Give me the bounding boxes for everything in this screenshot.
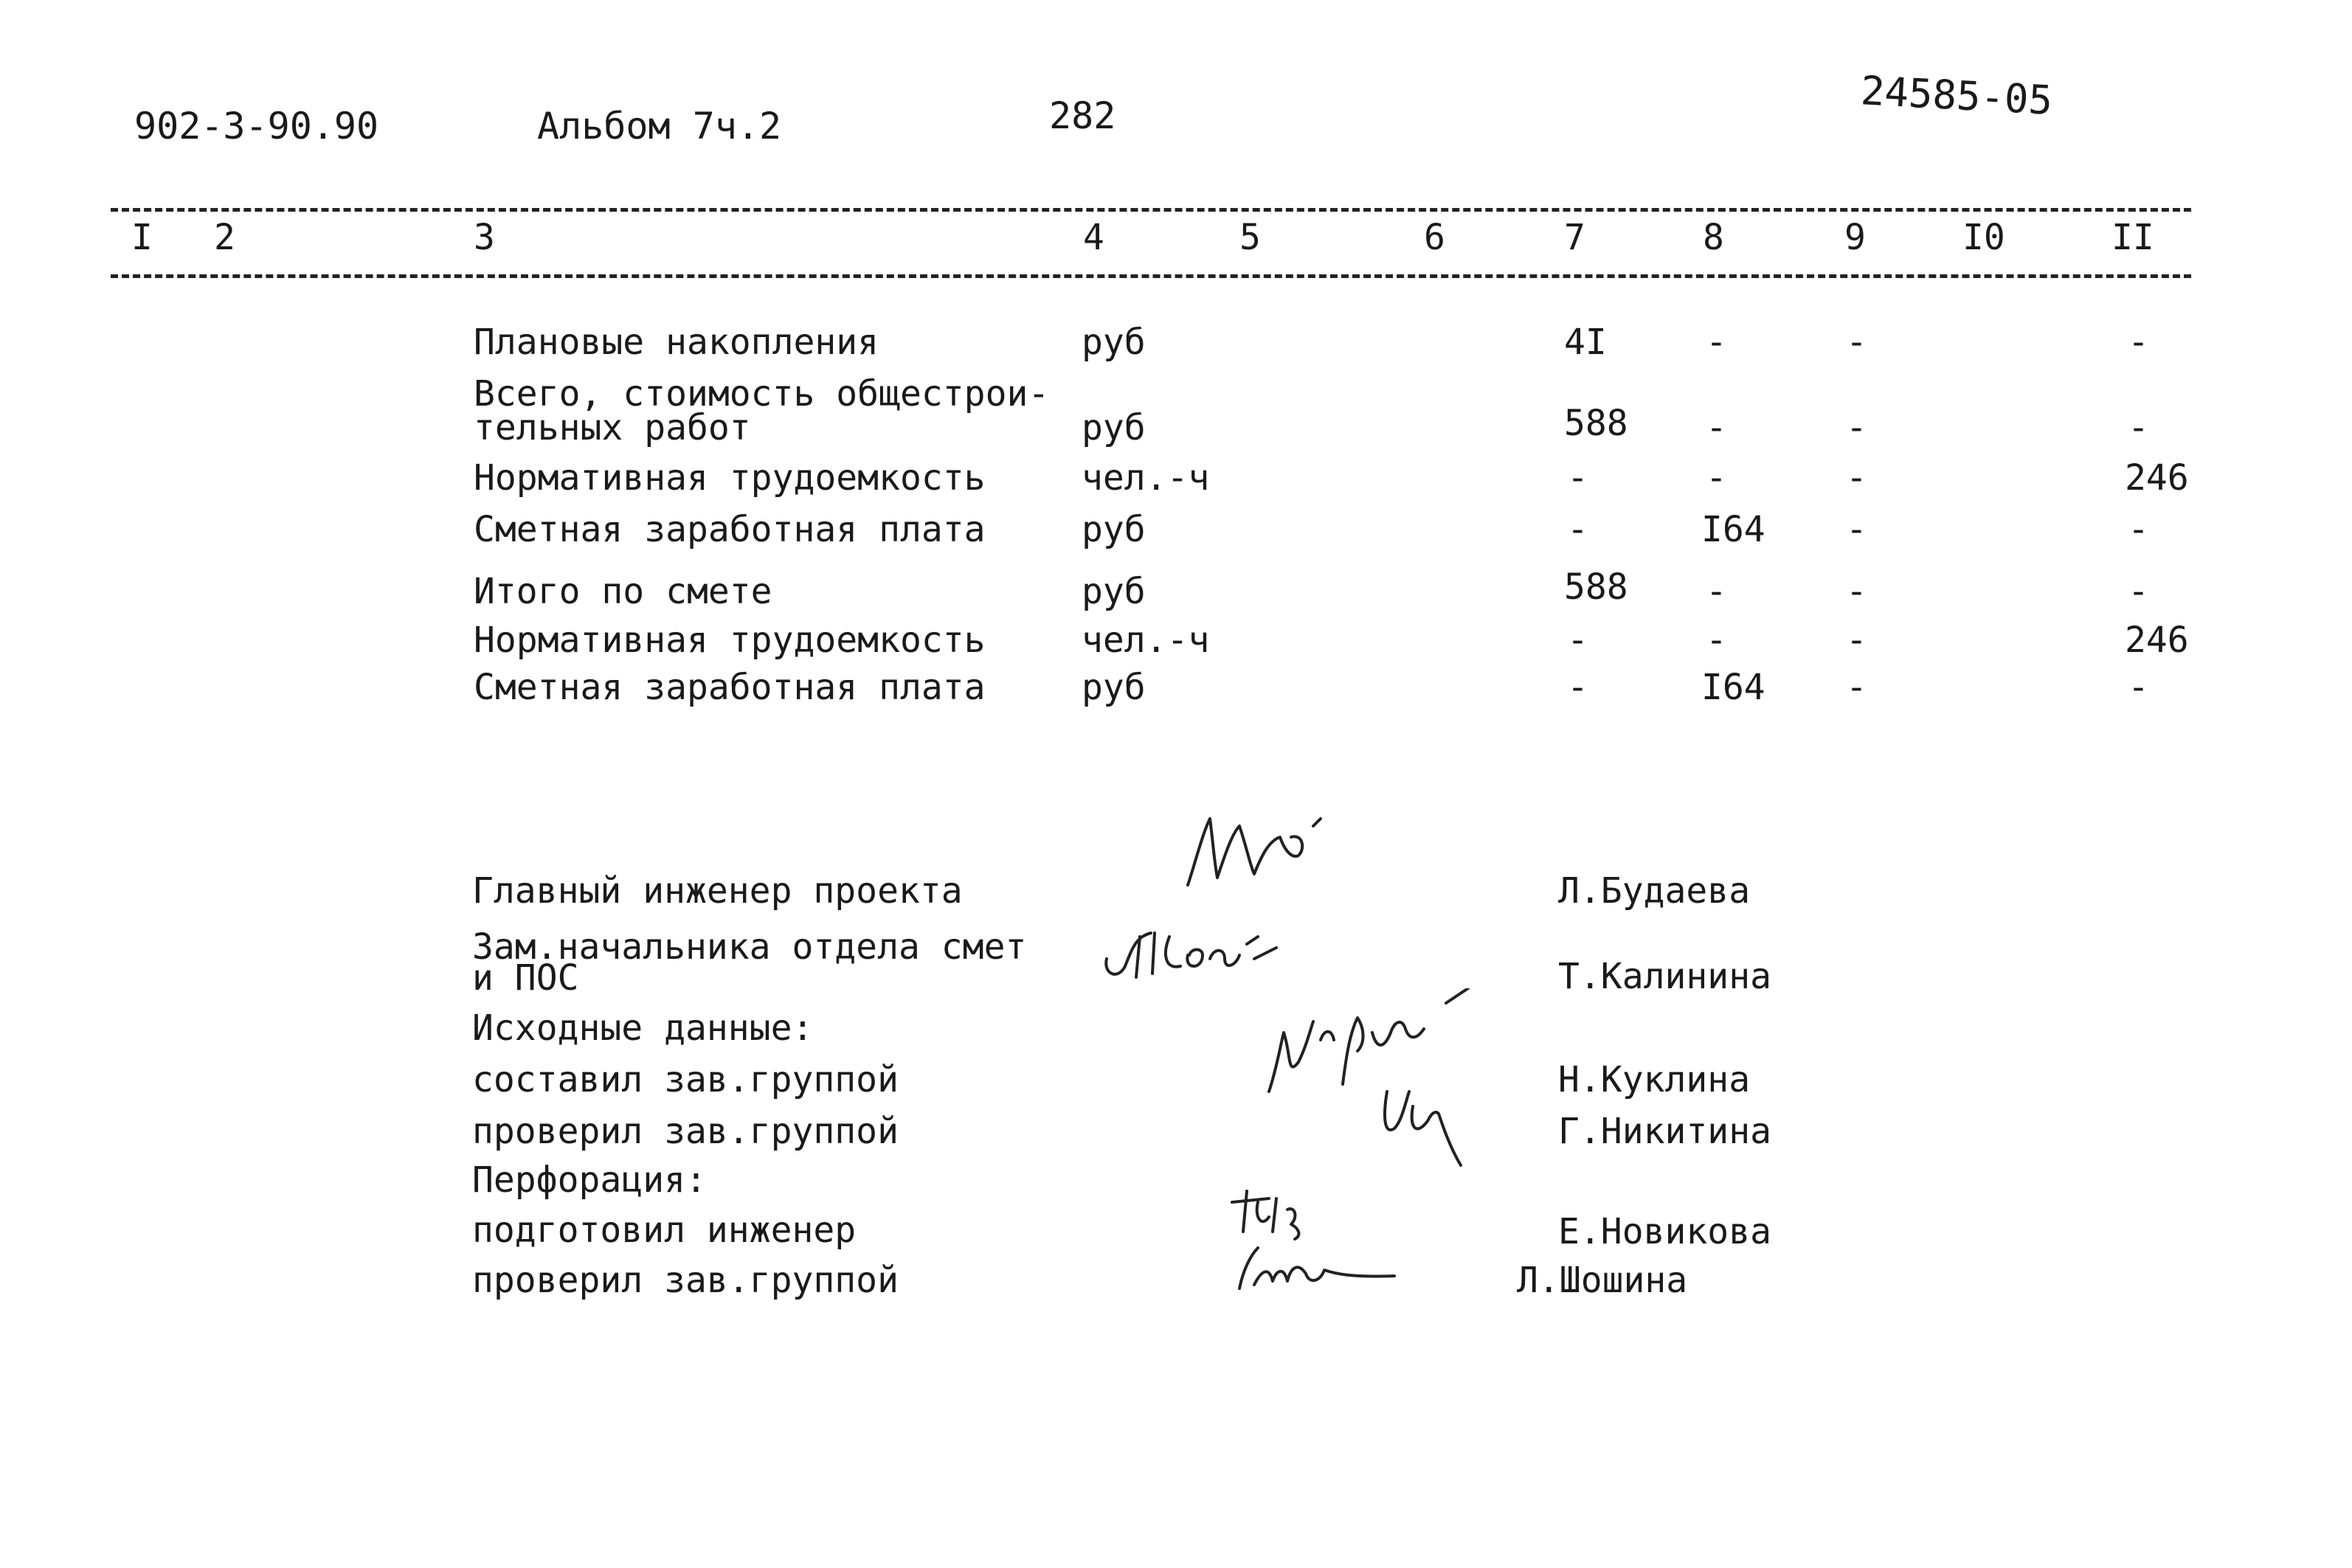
row-unit: чел.-ч: [1082, 457, 1210, 499]
checked-by-name: Г.Никитина: [1558, 1111, 1771, 1152]
row-col9: -: [1846, 407, 1867, 448]
deputy-title-line1: Зам.начальника отдела смет: [472, 926, 1027, 968]
column-header-9: 9: [1844, 217, 1866, 258]
page-number: 282: [1049, 94, 1116, 137]
row-col11: -: [2128, 509, 2149, 550]
chief-engineer-name: Л.Будаева: [1558, 870, 1751, 912]
signature-chief-engineer: [1180, 804, 1350, 892]
source-data-heading: Исходные данные:: [472, 1007, 814, 1049]
row-col11: -: [2128, 407, 2149, 448]
row-col9: -: [1846, 571, 1867, 612]
row-unit: руб: [1082, 571, 1146, 612]
row-unit: руб: [1082, 407, 1146, 448]
checked-by-name-2: Л.Шошина: [1517, 1260, 1688, 1301]
row-col7: -: [1567, 457, 1588, 499]
row-col9: -: [1846, 509, 1867, 550]
row-col8: -: [1706, 457, 1727, 499]
chief-engineer-title: Главный инженер проекта: [472, 870, 963, 912]
deputy-name: Т.Калинина: [1558, 956, 1771, 997]
signature-deputy: [1099, 915, 1291, 996]
row-col7: 4I: [1564, 322, 1607, 363]
row-col11: 246: [2125, 620, 2189, 661]
column-header-4: 4: [1083, 217, 1104, 258]
row-col7: -: [1567, 667, 1588, 708]
column-header-8: 8: [1703, 217, 1724, 258]
prepared-by-name: Е.Новикова: [1558, 1211, 1771, 1252]
row-col7: 588: [1564, 566, 1628, 608]
row-col7: -: [1567, 509, 1588, 550]
column-header-7: 7: [1564, 217, 1585, 258]
column-header-1: I: [131, 217, 153, 258]
signature-checked: [1372, 1077, 1476, 1173]
row-col9: -: [1846, 322, 1867, 363]
row-col7: -: [1567, 620, 1588, 661]
column-header-2: 2: [214, 217, 235, 258]
header-rule-top: [111, 208, 2191, 212]
checked-by-title: проверил зав.группой: [472, 1111, 899, 1152]
row-label: Сметная заработная плата: [474, 509, 986, 550]
column-header-11: II: [2111, 217, 2154, 258]
column-header-6: 6: [1424, 217, 1445, 258]
row-col8: -: [1706, 571, 1727, 612]
deputy-title-line2: и ПОС: [472, 957, 579, 999]
signature-prepared: [1225, 1187, 1357, 1246]
row-col7: 588: [1564, 403, 1628, 444]
column-header-5: 5: [1239, 217, 1261, 258]
row-label: Итого по смете: [474, 571, 772, 612]
header-rule-bottom: [111, 274, 2191, 278]
row-col9: -: [1846, 457, 1867, 499]
row-col11: -: [2128, 322, 2149, 363]
row-col8: I64: [1701, 667, 1765, 708]
row-col9: -: [1846, 620, 1867, 661]
column-header-3: 3: [474, 217, 495, 258]
inventory-number: 24585-05: [1859, 67, 2054, 124]
row-label: Нормативная трудоемкость: [474, 620, 986, 661]
row-unit: руб: [1082, 322, 1146, 363]
signature-checked-2: [1225, 1241, 1409, 1300]
row-col11: 246: [2125, 457, 2189, 499]
row-col9: -: [1846, 667, 1867, 708]
row-col11: -: [2128, 667, 2149, 708]
row-unit: руб: [1082, 667, 1146, 708]
prepared-by-title: подготовил инженер: [472, 1210, 857, 1251]
row-col8: -: [1706, 620, 1727, 661]
row-label-continuation: тельных работ: [474, 407, 751, 448]
row-col11: -: [2128, 571, 2149, 612]
row-unit: руб: [1082, 509, 1146, 550]
compiled-by-title: составил зав.группой: [472, 1059, 899, 1100]
row-label: Плановые накопления: [474, 322, 879, 363]
document-code: 902-3-90.90: [134, 105, 379, 148]
album-label: Альбом 7ч.2: [537, 105, 782, 148]
row-unit: чел.-ч: [1082, 620, 1210, 661]
row-label: Сметная заработная плата: [474, 667, 986, 708]
row-col8: I64: [1701, 509, 1765, 550]
row-label: Всего, стоимость общестрои-: [474, 373, 1050, 414]
compiled-by-name: Н.Куклина: [1558, 1059, 1751, 1100]
perforation-heading: Перфорация:: [472, 1159, 707, 1201]
row-label: Нормативная трудоемкость: [474, 457, 986, 499]
checked-by-title-2: проверил зав.группой: [472, 1260, 899, 1301]
row-col8: -: [1706, 407, 1727, 448]
column-header-10: I0: [1962, 217, 2005, 258]
row-col8: -: [1706, 322, 1727, 363]
